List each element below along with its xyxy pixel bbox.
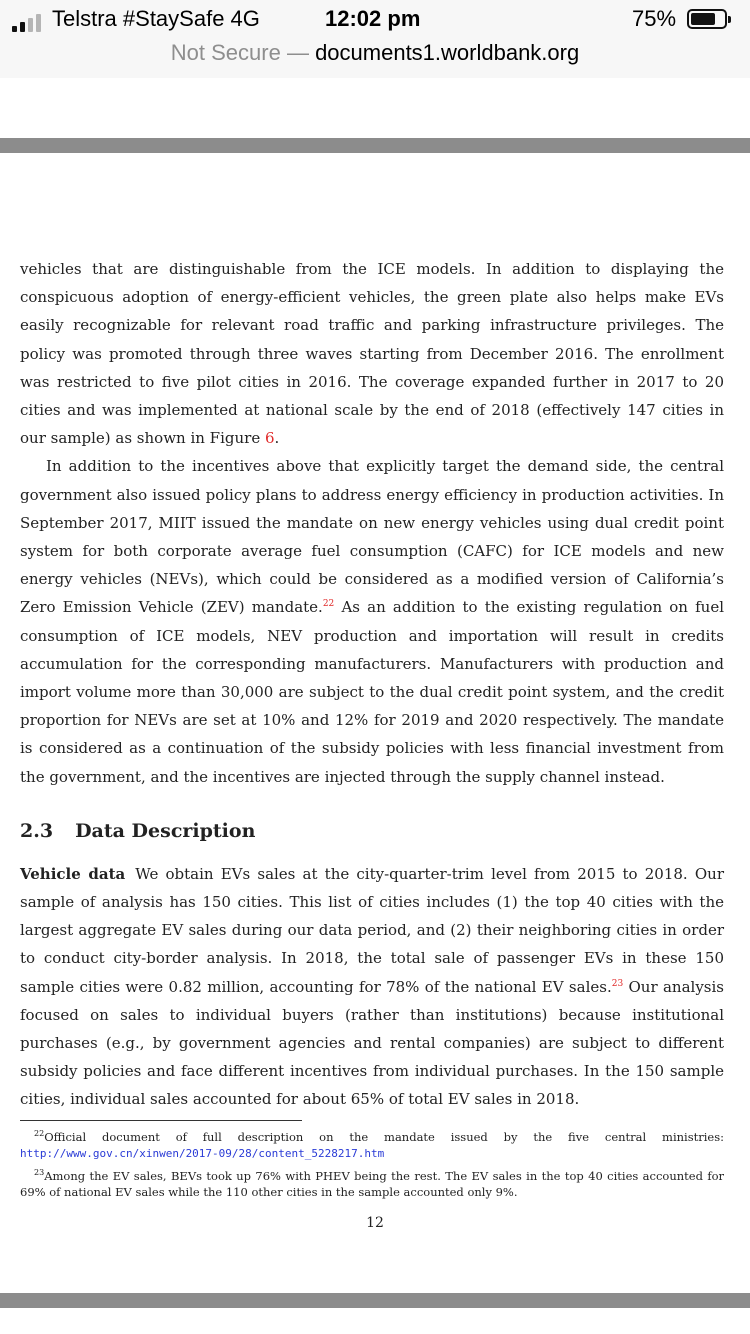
footnote	[20, 1129, 724, 1162]
footnote-divider	[20, 1120, 302, 1121]
page-number: 12	[366, 1215, 384, 1231]
footnote-link[interactable]: 22	[322, 599, 335, 610]
status-bar	[0, 0, 750, 78]
signal-strength-icon	[12, 12, 41, 32]
paragraph	[20, 255, 724, 452]
paragraph-text: We obtain EVs sales at the city-quarter-trim level from 2015 to 2018. Our sample of analysis has 150 cities. This list of cities includes (1) the top 40 cities with the largest aggregate EV sales during our data period, and (2) their neighboring cities in order to conduct city-border analysis. In 2018, the total sale of passenger EVs in these 150 sample cities were 0.82 million, accounting for 78% of the national EV sales.	[20, 864, 724, 996]
paragraph-text: As an addition to the existing regulation on fuel consumption of ICE models, NEV production and importation will result in credits accumulation for the corresponding manufacturers. Manufacturers with production and import volume more than 30,000 are subject to the dual credit point system, and the credit proportion for NEVs are set at 10% and 12% for 2019 and 2020 respectively. The mandate is considered as a continuation of the subsidy policies with less financial investment from the government, and the incentives are injected through the supply channel instead.	[20, 598, 725, 786]
paragraph-text: vehicles that are distinguishable from the ICE models. In addition to displaying the conspicuous adoption of energy-efficient vehicles, the green plate also helps make EVs easily recognizable for relevant road traffic and parking infrastructure privileges. The policy was promoted through three waves starting from December 2016. The enrollment was restricted to five pilot cities in 2016. The coverage expanded further in 2017 to 20 cities and was implemented at national scale by the end of 2018 (effectively 147 cities in our sample) as shown in Figure	[20, 260, 724, 448]
page-separator-bottom	[0, 1293, 750, 1308]
carrier-label: Telstra #StaySafe 4G	[52, 6, 260, 31]
paragraph-end: .	[274, 429, 280, 448]
footnote-link[interactable]: 23	[611, 978, 624, 989]
url-bar[interactable]	[0, 40, 750, 66]
paragraph-heading: Vehicle data	[20, 864, 126, 883]
url-host: documents1.worldbank.org	[315, 40, 580, 65]
paragraph	[20, 452, 724, 790]
section-title: Data Description	[75, 819, 256, 842]
figure-link[interactable]: 6	[264, 429, 275, 448]
document-page	[20, 255, 724, 1206]
paragraph-text: Our analysis focused on sales to individual buyers (rather than institutions) because institutional purchases (e.g., by government agencies and rental companies) are subject to different subsidy policies and face different incentives from individual purchases. In the 150 sample cities, individual sales accounted for about 65% of total EV sales in 2018.	[20, 977, 724, 1109]
battery-fill	[691, 13, 715, 25]
footnote-number: 22	[34, 1128, 45, 1138]
page-separator-top	[0, 138, 750, 153]
security-indicator: Not Secure	[170, 40, 281, 65]
paragraph	[20, 860, 724, 1114]
section-heading	[20, 820, 724, 842]
footnote-text: Among the EV sales, BEVs took up 76% with PHEV being the rest. The EV sales in the top 40 cities accounted for 69% of national EV sales while the 110 other cities in the sample accounted only 9%.	[20, 1168, 724, 1199]
battery-icon	[687, 9, 727, 29]
battery-percent: 75%	[632, 6, 677, 31]
footnote-text: Official document of full description on the mandate issued by the five central ministries:	[44, 1129, 724, 1144]
footnote-number: 23	[34, 1167, 45, 1177]
clock: 12:02 pm	[325, 6, 421, 31]
battery-tip	[728, 16, 731, 23]
url-separator: —	[280, 40, 316, 65]
footnote	[20, 1168, 724, 1200]
paragraph-text: In addition to the incentives above that explicitly target the demand side, the central government also issued policy plans to address energy efficiency in production activities. In September 2017, MIIT issued the mandate on new energy vehicles using dual credit point system for both corporate average fuel consumption (CAFC) for ICE models and new energy vehicles (NEVs), which could be considered as a modified version of California’s Zero Emission Vehicle (ZEV) mandate.	[20, 457, 724, 617]
section-number: 2.3	[20, 819, 54, 842]
footnote-url-link[interactable]: http://www.gov.cn/xinwen/2017-09/28/content_5228217.htm	[20, 1146, 385, 1160]
